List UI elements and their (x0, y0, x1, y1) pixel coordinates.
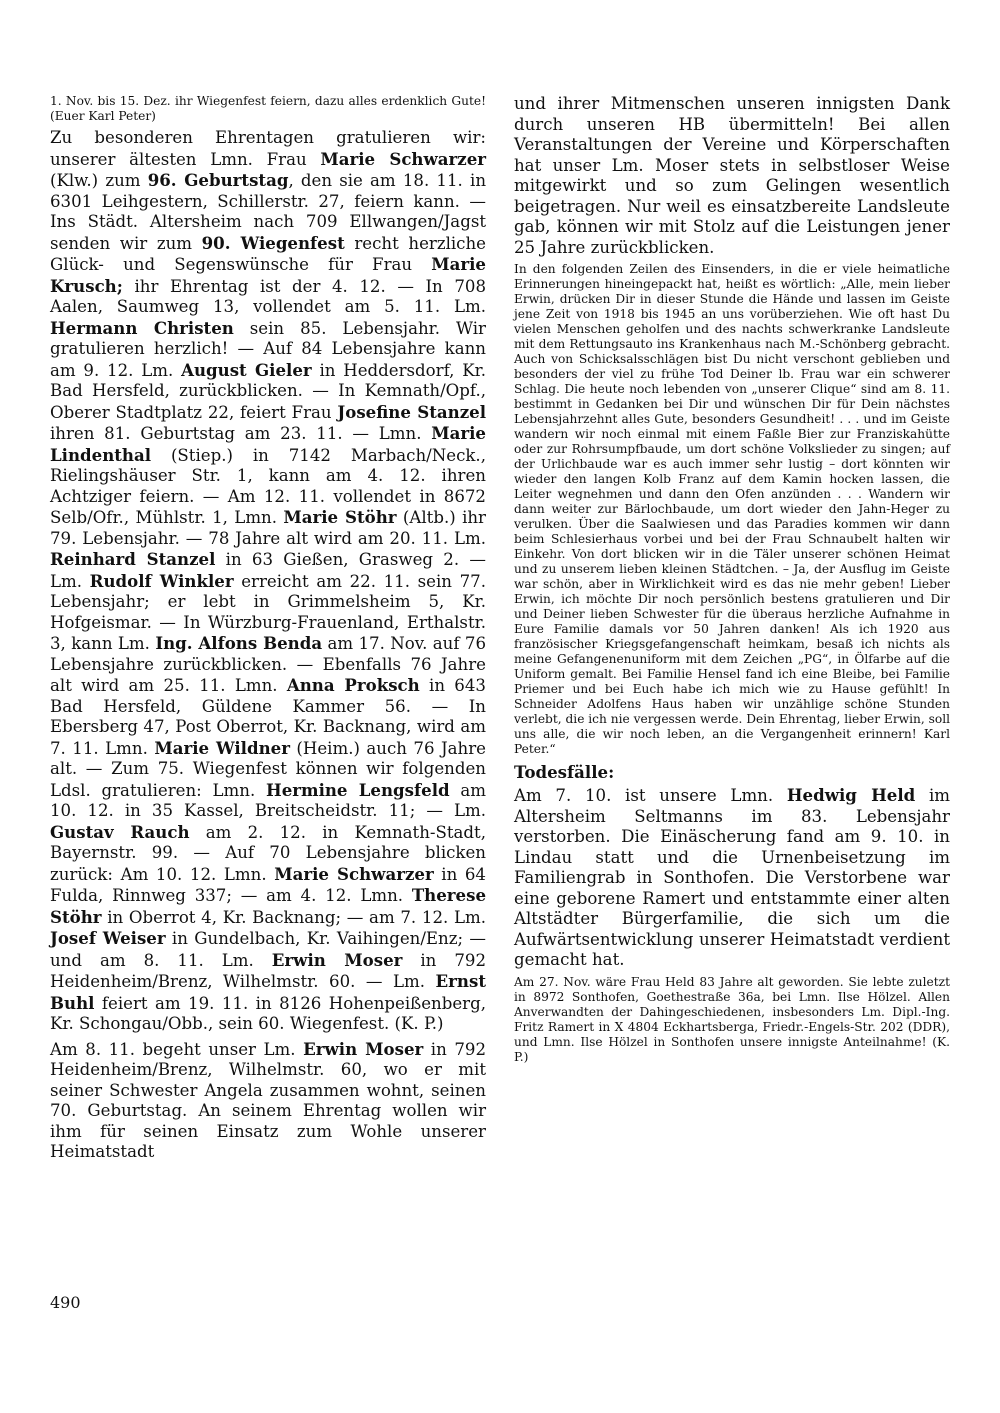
person-name: Ernst Buhl (50, 971, 486, 1013)
person-name: 96. Geburtstag (147, 170, 289, 190)
letter-quote-paragraph: In den folgenden Zeilen des Einsenders, in die er viele heimatliche Erinnerungen hineingepackt hat, heißt es wörtlich: „Alle, mein lieber Erwin, drücken Dir in dieser Stunde die Hände und lassen im Geiste jene Zeit von 1918 bis 1945 an uns vorüberziehen. Wie oft hast Du vielen Menschen geholfen und des nachts schwerkranke Landsleute mit dem Rettungsauto ins Krankenhaus nach M.-Schönberg gebracht. Auch von Schicksalsschlägen bist Du nicht verschont geblieben und besonders der viel zu frühe Tod Deiner lb. Frau war ein schwerer Schlag. Die heute noch lebenden von „unserer Clique“ sind am 8. 11. bestimmt in Gedanken bei Dir und wünschen Dir für Dein nächstes Lebensjahrzehnt alles Gute, besonders Gesundheit! . . . und im Geiste wandern wir noch einmal mit einem Faßle Bier zur Franziskahütte oder zur Rohrsumpfbaude, um dort schöne Volkslieder zu singen; auf der Urlichbaude war es auch immer sehr lustig – dort könnten wir wieder den langen Kolb Franz auf dem Kamin hocken lassen, die Leiter wegnehmen und dann den Ofen anzünden . . . Wandern wir dann weiter zur Bärlochbaude, um dort wieder den Jahn-Heger zu verulken. Über die Saalwiesen und das Paradies kommen wir dann beim Schlesierhaus vorbei und bei der Frau Schnaubelt halten wir Einkehr. Von dort blicken wir in die Täler unserer schönen Heimat und zu unserem lieben kleinen Städtchen. – Ja, der Ausflug im Geiste war schön, aber in Wirklichkeit wird es das nie mehr geben! Lieber Erwin, ich möchte Dir noch persönlich bestens gratulieren und Dir und Deiner lieben Schwester für die überaus herzliche Aufnahme in Eure Familie damals vor 50 Jahren danken! Als ich 1920 aus französischer Kriegsgefangenschaft heimkam, besaß ich nichts als meine Gefangenenuniform mit dem Zeichen „PG“, in Ölfarbe auf die Uniform gemalt. Bei Familie Hensel fand ich eine Bleibe, bei Familie Priemer und bei Euch habe ich mich wie zu Hause gefühlt! In Schneider Adolfens Haus haben wir unzählige schöne Stunden verlebt, die ich nie vergessen werde. Dein Ehrentag, lieber Erwin, soll uns alle, die wir noch leben, an die Vergangenheit erinnern! Karl Peter.“ (514, 262, 950, 756)
text-run: in 64 Fulda, Rinnweg 337; — am 4. 12. Lmn. (50, 864, 486, 905)
text-run: feiert am 19. 11. in 8126 Hohenpeißenberg, Kr. Schongau/Obb., sein 60. Wiegenfest. (K. P.) (50, 993, 486, 1033)
text-run: ihr Ehrentag ist der 4. 12. — In 708 Aalen, Saumweg 13, vollendet am 5. 11. Lm. (50, 276, 486, 316)
page-number: 490 (50, 1293, 81, 1312)
person-name: Reinhard Stanzel (50, 549, 216, 569)
text-run: in Gundelbach, Kr. Vaihingen/Enz; — und am 8. 11. Lm. (50, 929, 486, 970)
text-run: Zu besonderen Ehrentagen gratulieren wir: unserer ältesten Lmn. Frau (50, 128, 486, 169)
text-run: (Stiep.) in 7142 Marbach/Neck., Rielingshäuser Str. 1, kann am 4. 12. ihren Achtziger feiern. — Am 12. 11. vollendet in 8672 Selb/Ofr., Mühlstr. 1, Lmn. (50, 445, 486, 527)
person-name: Marie Stöhr (283, 507, 397, 527)
person-name: Hermine Lengsfeld (266, 779, 450, 800)
birthday-list-paragraph (50, 128, 486, 1035)
text-run: in Oberrot 4, Kr. Backnang; — am 7. 12. Lm. (101, 907, 486, 927)
text-run: erreicht am 22. 11. sein 77. Lebensjahr; er lebt in Grimmelsheim 5, Kr. Hofgeismar. — In Würzburg-Frauenland, Erthalstr. 3, kann Lm. (50, 571, 486, 653)
right-column (514, 94, 950, 1069)
text-run: in 792 Heidenheim/Brenz, Wilhelmstr. 60, wo er mit seiner Schwester Angela zusammen wohnt, seinen 70. Geburtstag. An seinem Ehrentag wollen wir ihm für seinen Einsatz zum Wohle unserer Heimatstadt (50, 1039, 487, 1161)
person-name: Ing. Alfons Benda (155, 633, 323, 653)
text-run: ihren 81. Geburtstag am 23. 11. — Lmn. (50, 424, 432, 443)
person-name: Gustav Rauch (50, 821, 190, 842)
text-run: in Heddersdorf, Kr. Bad Hersfeld, zurückblicken. — In Kemnath/Opf., Oberer Stadtplatz 22, feiert Frau (50, 360, 487, 422)
person-name: Anna Proksch (286, 675, 420, 695)
person-name: Rudolf Winkler (89, 570, 234, 591)
person-name: Therese Stöhr (50, 885, 486, 927)
text-run: in 643 Bad Hersfeld, Güldene Kammer 56. — In Ebersberg 47, Post Oberrot, Kr. Backnang, wird am 7. 11. Lmn. (50, 676, 486, 758)
text-run: , den sie am 18. 11. in 6301 Leihgestern, Schillerstr. 27, feiern kann. — Ins Städt. Altersheim nach 709 Ellwangen/Jagst senden wir zum (50, 171, 487, 253)
person-name: Hedwig Held (786, 785, 916, 805)
section-heading-deaths: Todesfälle: (514, 762, 615, 782)
text-run: sein 85. Lebensjahr. Wir gratulieren herzlich! — Auf 84 Lebensjahre kann am 9. 12. Lm. (50, 318, 486, 380)
person-name: Josefine Stanzel (337, 401, 487, 422)
condolence-paragraph: Am 27. Nov. wäre Frau Held 83 Jahre alt geworden. Sie lebte zuletzt in 8972 Sonthofen, Goethestraße 36a, bei Lmn. Ilse Hölzel. Allen Anverwandten der Dahingeschiedenen, insbesonders Lm. Dipl.-Ing. Fritz Ramert in X 4804 Eckhartsberga, Friedr.-Engels-Str. 202 (DDR), und Lmn. Ilse Hölzel in Sonthofen unsere innigste Anteilnahme! (K. P.) (514, 974, 950, 1064)
left-intro-text: 1. Nov. bis 15. Dez. ihr Wiegenfest feiern, dazu alles erdenklich Gute! (Euer Karl Peter) (50, 94, 486, 123)
right-continuation-paragraph: und ihrer Mitmenschen unseren innigsten Dank durch unseren HB übermitteln! Bei allen Veranstaltungen der Vereine und Körperschaften hat unser Lm. Moser stets in selbstloser Weise mitgewirkt und so zum Gelingen wesentlich beigetragen. Nur weil es einsatzbereite Landsleute gab, können wir mit Stolz auf die Leistungen jener 25 Jahre zurückblicken. (514, 94, 950, 257)
text-run: in 63 Gießen, Grasweg 2. — Lm. (50, 550, 486, 591)
text-run: am 10. 12. in 35 Kassel, Breitscheidstr. 11; — Lm. (50, 780, 487, 820)
person-name: Marie Krusch; (50, 254, 486, 296)
person-name: Marie Schwarzer (320, 148, 486, 169)
text-run: (Altb.) ihr 79. Lebensjahr. — 78 Jahre alt wird am 20. 11. Lm. (50, 508, 486, 548)
person-name: Erwin Moser (303, 1038, 424, 1059)
erwin-moser-paragraph (50, 1039, 486, 1163)
text-run: Am 8. 11. begeht unser Lm. (50, 1039, 304, 1059)
person-name: Josef Weiser (50, 928, 166, 948)
text-run: im Altersheim Seltmanns im 83. Lebensjahr verstorben. Die Einäscherung fand am 9. 10. in Lindau statt und die Urnenbeisetzung im Familiengrab in Sonthofen. Die Verstorbene war eine geborene Ramert und entstammte einer alten Altstädter Bürgerfamilie, die sich um die Aufwärtsentwicklung unserer Heimatstadt verdient gemacht hat. (514, 786, 950, 969)
text-run: Am 7. 10. ist unsere Lmn. (514, 786, 787, 805)
left-column (50, 94, 486, 1167)
text-run: am 2. 12. in Kemnath-Stadt, Bayernstr. 99. — Auf 70 Lebensjahre blicken zurück: Am 10. 12. Lmn. (50, 822, 486, 884)
text-run: (Klw.) zum (50, 171, 148, 190)
obituary-paragraph (514, 785, 950, 971)
text-run: recht herzliche Glück- und Segenswünsche für Frau (50, 233, 486, 274)
text-run: am 17. Nov. auf 76 Lebensjahre zurückblicken. — Ebenfalls 76 Jahre alt wird am 25. 11. Lmn. (50, 634, 486, 695)
person-name: Erwin Moser (271, 949, 403, 970)
person-name: Hermann Christen (50, 317, 234, 338)
person-name: 90. Wiegenfest (201, 232, 345, 253)
text-run: (Heim.) auch 76 Jahre alt. — Zum 75. Wiegenfest können wir folgenden Ldsl. gratulieren: Lmn. (50, 738, 486, 800)
person-name: Marie Schwarzer (274, 863, 434, 884)
text-run: in 792 Heidenheim/Brenz, Wilhelmstr. 60. — Lm. (50, 950, 486, 991)
person-name: August Gieler (181, 359, 312, 380)
person-name: Marie Lindenthal (50, 423, 486, 465)
person-name: Marie Wildner (154, 737, 290, 758)
